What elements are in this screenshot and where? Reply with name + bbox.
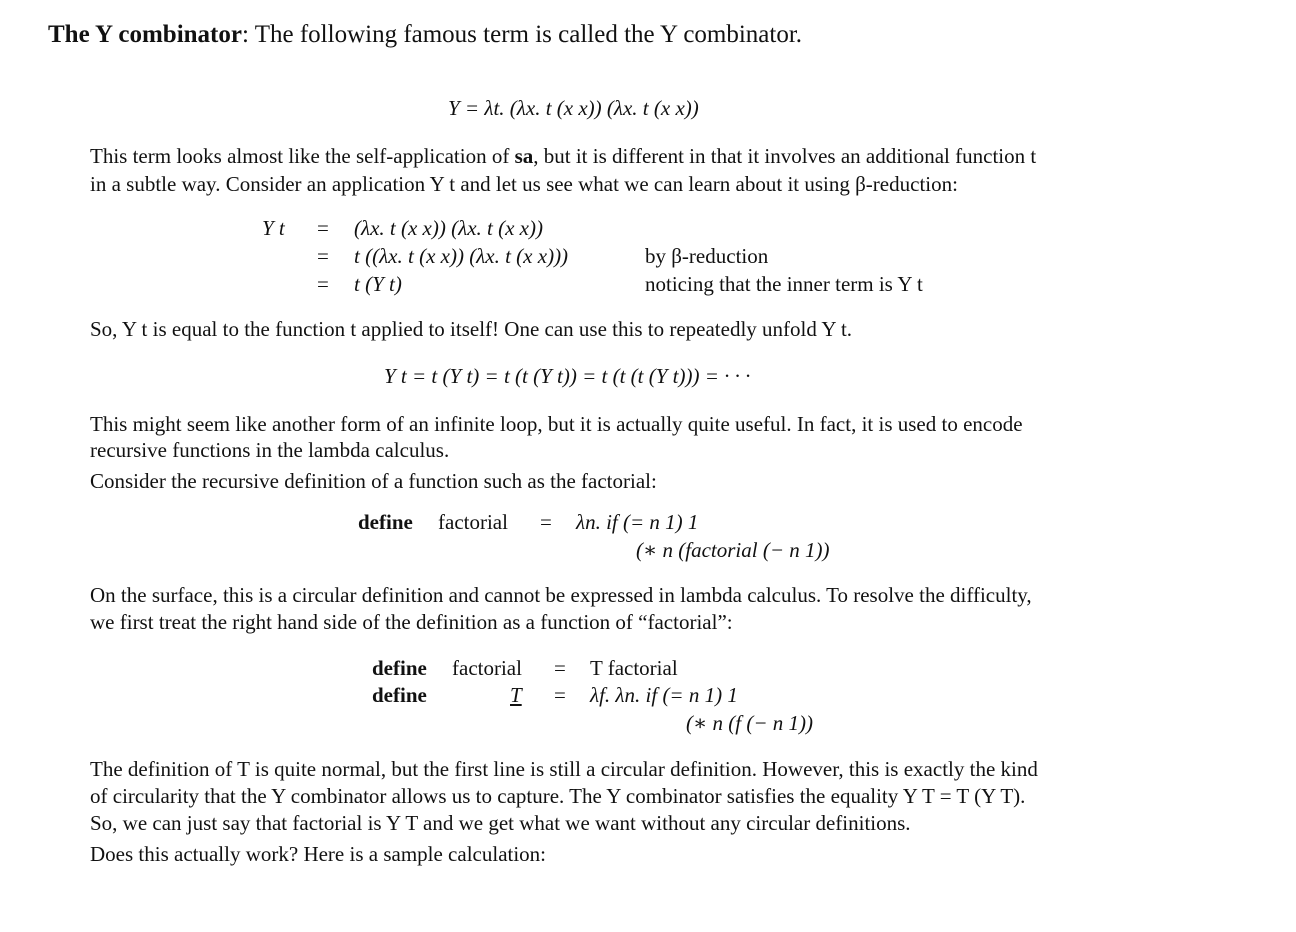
para3-line2: recursive functions in the lambda calculus. xyxy=(90,438,450,462)
para1-text-c: , but it is different in that it involves an additional function t xyxy=(533,144,1037,168)
para4-line1: On the surface, this is a circular definition and cannot be expressed in lambda calculus. To resolve the difficulty, xyxy=(90,583,1032,607)
derivation-expr-3: t (Y t) xyxy=(354,272,402,296)
para3-line1: This might seem like another form of an infinite loop, but it is actually quite useful. In fact, it is used to encode xyxy=(90,412,1023,436)
def1-keyword: define xyxy=(358,510,413,534)
para1-text-a: This term looks almost like the self-application of xyxy=(90,144,515,168)
def1-rhs-line2: (∗ n (factorial (− n 1)) xyxy=(636,538,830,562)
heading-bold: The Y combinator xyxy=(48,21,242,48)
para2: So, Y t is equal to the function t applied to itself! One can use this to repeatedly unfold Y t. xyxy=(90,317,853,341)
def2-row2-name: T xyxy=(510,683,522,707)
unfold-equation: Y t = t (Y t) = t (t (Y t)) = t (t (t (Y t))) = · · · xyxy=(384,364,751,388)
para1-line1 xyxy=(90,142,1036,170)
def2-row1-name: factorial xyxy=(452,656,522,680)
def1-eq: = xyxy=(540,510,552,534)
def2-row2-eq: = xyxy=(554,683,566,707)
derivation-note-2: by β-reduction xyxy=(645,244,769,268)
def2-row1-rhs: T factorial xyxy=(590,656,678,680)
para5-line4: Does this actually work? Here is a sample calculation: xyxy=(90,842,547,866)
def2-row1-eq: = xyxy=(554,656,566,680)
derivation-expr-1: (λx. t (x x)) (λx. t (x x)) xyxy=(354,216,543,240)
def2-row2-rhs: λf. λn. if (= n 1) 1 xyxy=(590,683,738,707)
derivation-lhs: Y t xyxy=(262,216,285,240)
para1-line2: in a subtle way. Consider an application Y t and let us see what we can learn about it using β-reduction: xyxy=(90,172,958,196)
para1-sa: sa xyxy=(514,144,534,168)
derivation-note-3: noticing that the inner term is Y t xyxy=(645,272,923,296)
para5-line2: of circularity that the Y combinator allows us to capture. The Y combinator satisfies the equality Y T = T (Y T). xyxy=(90,784,1026,808)
derivation-rel-1: = xyxy=(317,216,329,240)
y-combinator-equation: Y = λt. (λx. t (x x)) (λx. t (x x)) xyxy=(448,96,699,120)
def2-row1-keyword: define xyxy=(372,656,427,680)
para5-line3: So, we can just say that factorial is Y T and we get what we want without any circular definitions. xyxy=(90,811,911,835)
def2-row2-keyword: define xyxy=(372,683,427,707)
para5-line1: The definition of T is quite normal, but the first line is still a circular definition. However, this is exactly the kind xyxy=(90,757,1038,781)
def2-row3-rhs: (∗ n (f (− n 1)) xyxy=(686,711,813,735)
derivation-rel-3: = xyxy=(317,272,329,296)
derivation-rel-2: = xyxy=(317,244,329,268)
para4-line2: we first treat the right hand side of the definition as a function of “factorial”: xyxy=(90,610,733,634)
section-heading xyxy=(48,20,802,50)
derivation-expr-2: t ((λx. t (x x)) (λx. t (x x))) xyxy=(354,244,569,268)
def1-rhs-line1: λn. if (= n 1) 1 xyxy=(576,510,699,534)
heading-rest: : The following famous term is called the Y combinator. xyxy=(241,21,803,48)
def1-name: factorial xyxy=(438,510,508,534)
para3-line3: Consider the recursive definition of a function such as the factorial: xyxy=(90,469,657,493)
